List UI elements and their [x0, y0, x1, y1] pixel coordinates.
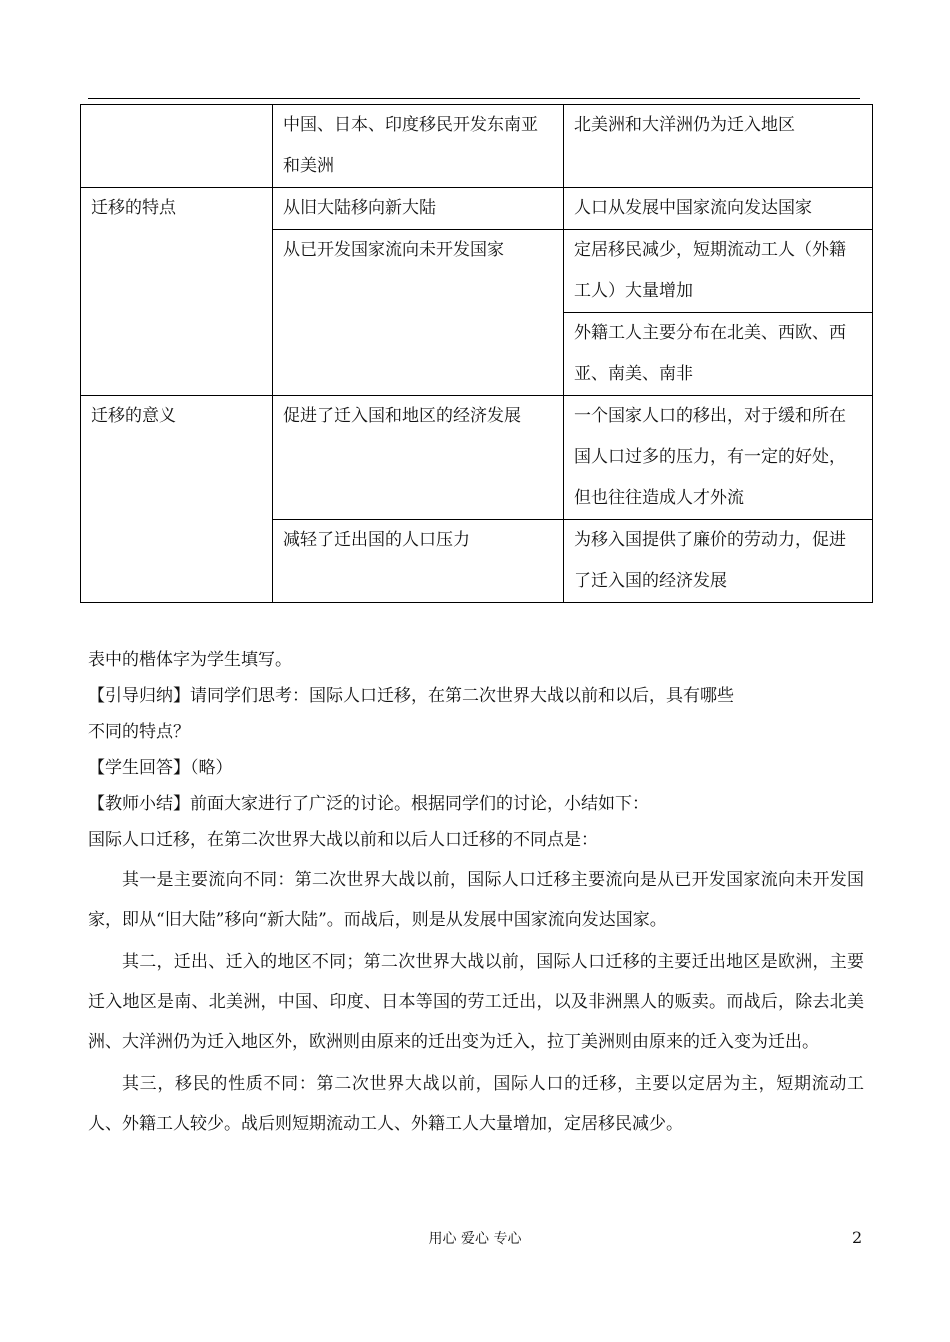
guide-question-continued: 不同的特点？ [88, 722, 190, 742]
page-number: 2 [852, 1228, 863, 1247]
table-cell: 为移入国提供了廉价的劳动力，促进了迁入国的经济发展 [564, 520, 873, 603]
migration-table [80, 104, 873, 603]
lesson-body [88, 642, 864, 1144]
table-row [81, 396, 873, 520]
header-rule [88, 98, 860, 99]
table-cell: 人口从发展中国家流向发达国家 [564, 188, 873, 230]
table-cell: 北美洲和大洋洲仍为迁入地区 [564, 105, 873, 188]
point-one: 其一是主要流向不同：第二次世界大战以前，国际人口迁移主要流向是从已开发国家流向未开发国家，即从“旧大陆”移向“新大陆”。而战后，则是从发展中国家流向发达国家。 [88, 870, 864, 930]
point-two: 其二，迁出、迁入的地区不同；第二次世界大战以前，国际人口迁移的主要迁出地区是欧洲，主要迁入地区是南、北美洲，中国、印度、日本等国的劳工迁出，以及非洲黑人的贩卖。而战后，除去北美洲、大洋洲仍为迁入地区外，欧洲则由原来的迁出变为迁入，拉丁美洲则由原来的迁入变为迁出。 [88, 952, 864, 1052]
table-row [81, 105, 873, 188]
student-answer: 【学生回答】（略） [88, 758, 233, 778]
teacher-summary: 【教师小结】前面大家进行了广泛的讨论。根据同学们的讨论，小结如下： [88, 794, 649, 814]
table-cell [81, 105, 273, 188]
footer-slogan: 用心 爱心 专心 [428, 1231, 522, 1247]
table-row [81, 188, 873, 230]
table-cell: 从已开发国家流向未开发国家 [273, 230, 564, 396]
guide-question: 【引导归纳】请同学们思考：国际人口迁移，在第二次世界大战以前和以后，具有哪些 [88, 686, 734, 706]
summary-intro: 国际人口迁移，在第二次世界大战以前和以后人口迁移的不同点是： [88, 830, 598, 850]
row-header-significance: 迁移的意义 [81, 396, 273, 603]
point-three: 其三，移民的性质不同：第二次世界大战以前，国际人口的迁移，主要以定居为主，短期流动工人、外籍工人较少。战后则短期流动工人、外籍工人大量增加，定居移民减少。 [88, 1074, 864, 1134]
table-cell: 从旧大陆移向新大陆 [273, 188, 564, 230]
table-cell: 外籍工人主要分布在北美、西欧、西亚、南美、南非 [564, 313, 873, 396]
table-cell: 中国、日本、印度移民开发东南亚和美洲 [273, 105, 564, 188]
row-header-features: 迁移的特点 [81, 188, 273, 396]
table-cell: 减轻了迁出国的人口压力 [273, 520, 564, 603]
table-cell: 促进了迁入国和地区的经济发展 [273, 396, 564, 520]
table-cell: 定居移民减少，短期流动工人（外籍工人）大量增加 [564, 230, 873, 313]
table-note: 表中的楷体字为学生填写。 [88, 650, 292, 670]
table-cell: 一个国家人口的移出，对于缓和所在国人口过多的压力，有一定的好处，但也往往造成人才外流 [564, 396, 873, 520]
